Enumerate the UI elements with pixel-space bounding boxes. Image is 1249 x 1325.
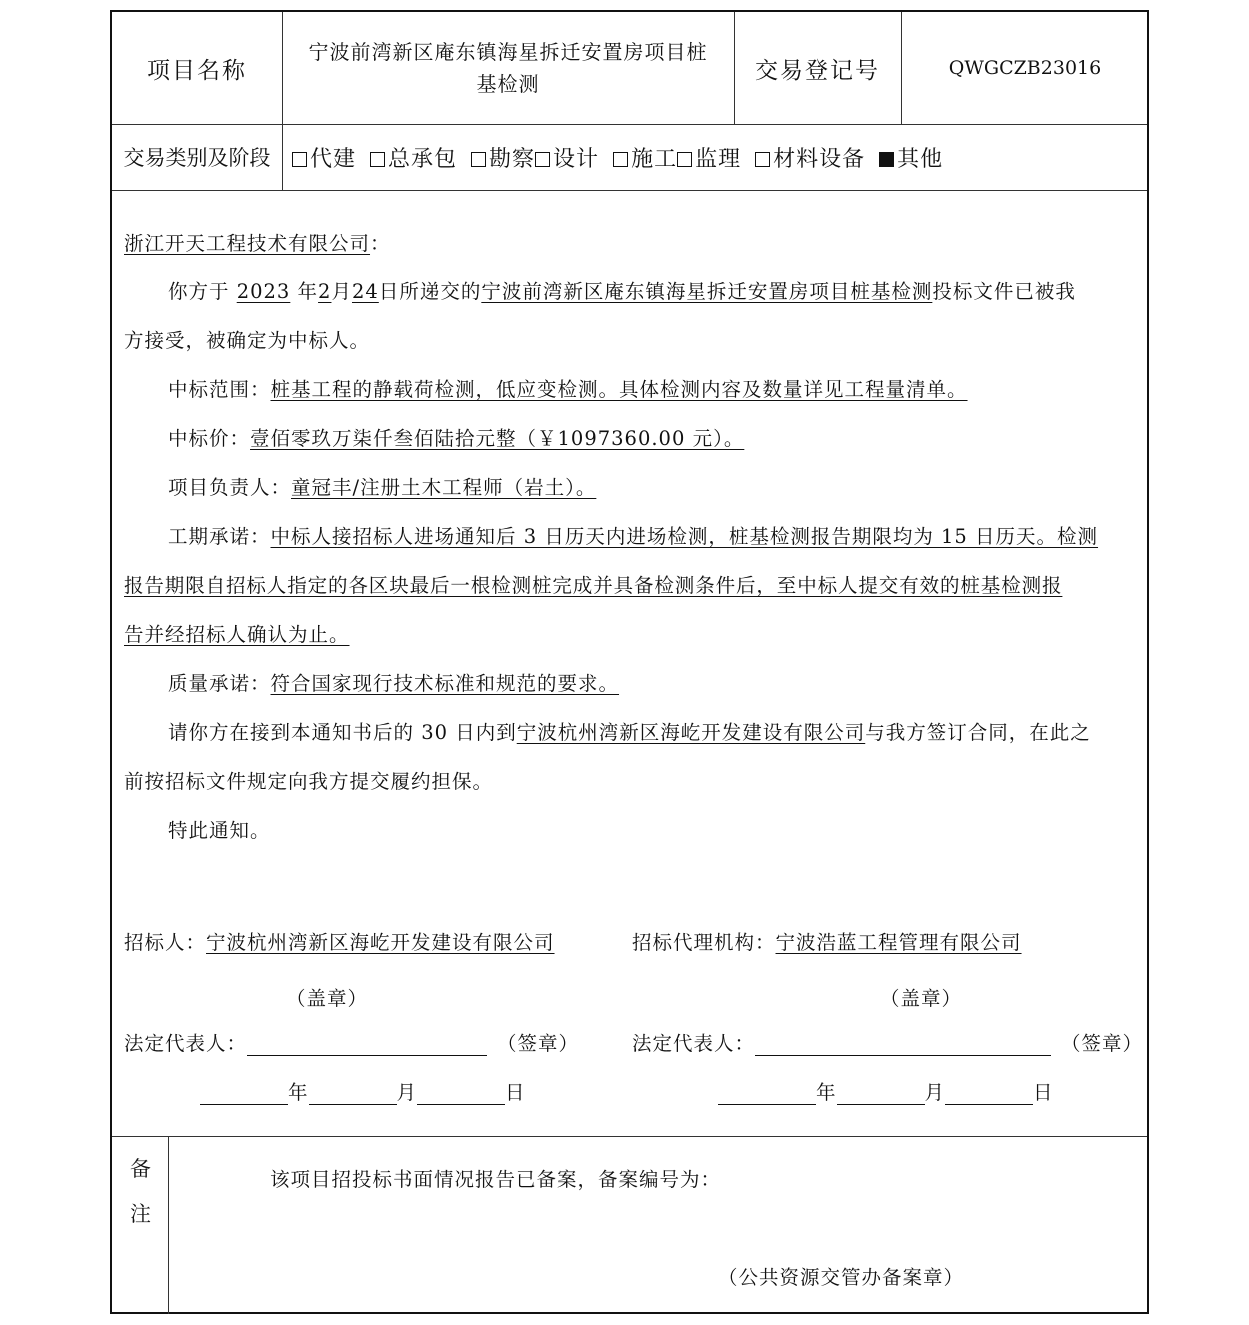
- checkbox-icon: [677, 152, 692, 167]
- tenderer-line: 招标人：宁波杭州湾新区海屹开发建设有限公司: [124, 931, 555, 954]
- category-label: 交易类别及阶段: [123, 146, 271, 170]
- project-name-value: [282, 12, 734, 124]
- year-blank[interactable]: [200, 1084, 288, 1105]
- checkbox-icon: [292, 152, 307, 167]
- checkbox-icon: [613, 152, 628, 167]
- checkbox-icon: [535, 152, 550, 167]
- category-option-kancha[interactable]: 勘察: [471, 142, 535, 173]
- paragraph-acceptance: 你方于 2023 年2月24日所递交的宁波前湾新区庵东镇海星拆迁安置房项目桩基检测投标文件已被我: [168, 280, 1076, 303]
- reg-no-label: 交易登记号: [755, 57, 880, 84]
- category-option-qita[interactable]: 其他: [879, 142, 943, 173]
- month-blank[interactable]: [309, 1084, 397, 1105]
- notice-line: 特此通知。: [168, 819, 271, 842]
- remarks-text: 该项目招投标书面情况报告已备案，备案编号为：: [270, 1168, 722, 1191]
- tenderer-date: 年 月 日: [200, 1077, 526, 1105]
- row-divider: [112, 1136, 1147, 1137]
- remarks-seal: （公共资源交管办备案章）: [718, 1266, 965, 1289]
- agent-legal-rep: 法定代表人： （签章）: [632, 1032, 1144, 1055]
- addressee: 浙江开天工程技术有限公司: [124, 232, 371, 255]
- row-divider: [112, 190, 1147, 191]
- remarks-label-2: 注: [130, 1202, 152, 1226]
- category-option-sheji[interactable]: 设计: [535, 142, 599, 173]
- checkbox-icon: [471, 152, 486, 167]
- reg-no-value: QWGCZB23016: [948, 57, 1102, 79]
- tenderer-seal: （盖章）: [286, 987, 369, 1010]
- day-blank[interactable]: [945, 1084, 1033, 1105]
- signature-blank[interactable]: [755, 1035, 1051, 1056]
- category-options: [282, 124, 1149, 190]
- month-blank[interactable]: [837, 1084, 925, 1105]
- period-line: 工期承诺：中标人接招标人进场通知后 3 日历天内进场检测，桩基检测报告期限均为 15 日历天。检测: [168, 525, 1099, 548]
- tenderer-legal-rep: 法定代表人： （签章）: [124, 1032, 580, 1055]
- remarks-label-1: 备: [130, 1157, 152, 1181]
- category-option-jianli[interactable]: 监理: [677, 142, 741, 173]
- day-blank[interactable]: [417, 1084, 505, 1105]
- year-blank[interactable]: [718, 1084, 816, 1105]
- agent-date: 年 月 日: [718, 1077, 1054, 1105]
- period-line-cont: 报告期限自招标人指定的各区块最后一根检测桩完成并具备检测条件后，至中标人提交有效的桩基检测报: [124, 574, 1063, 597]
- notice-form: [110, 10, 1149, 1314]
- manager-line: 项目负责人：童冠丰/注册土木工程师（岩土）。: [168, 476, 597, 499]
- contract-line-cont: 前按招标文件规定向我方提交履约担保。: [124, 770, 494, 793]
- agent-seal: （盖章）: [880, 987, 963, 1010]
- addressee-line: 浙江开天工程技术有限公司：: [124, 232, 391, 255]
- paragraph-acceptance-cont: 方接受，被确定为中标人。: [124, 329, 371, 352]
- category-option-daijian[interactable]: 代建: [292, 142, 356, 173]
- project-name-label: 项目名称: [147, 57, 247, 84]
- signature-blank[interactable]: [247, 1035, 487, 1056]
- scope-line: 中标范围：桩基工程的静载荷检测，低应变检测。具体检测内容及数量详见工程量清单。: [168, 378, 968, 401]
- category-option-cailiao[interactable]: 材料设备: [755, 142, 865, 173]
- checkbox-icon: [370, 152, 385, 167]
- col-divider: [168, 1136, 169, 1314]
- checkbox-icon: [755, 152, 770, 167]
- contract-line: 请你方在接到本通知书后的 30 日内到宁波杭州湾新区海屹开发建设有限公司与我方签订合同，在此之: [168, 721, 1091, 744]
- period-line-cont: 告并经招标人确认为止。: [124, 623, 350, 646]
- project-name-line: 基检测: [476, 72, 540, 96]
- category-option-zongchengbao[interactable]: 总承包: [370, 142, 457, 173]
- checkbox-checked-icon: [879, 152, 894, 167]
- quality-line: 质量承诺：符合国家现行技术标准和规范的要求。: [168, 672, 620, 695]
- price-line: 中标价：壹佰零玖万柒仟叁佰陆拾元整（￥1097360.00 元）。: [168, 427, 745, 450]
- agent-line: 招标代理机构：宁波浩蓝工程管理有限公司: [632, 931, 1022, 954]
- category-option-shigong[interactable]: 施工: [613, 142, 677, 173]
- project-name-line: 宁波前湾新区庵东镇海星拆迁安置房项目桩: [308, 40, 708, 64]
